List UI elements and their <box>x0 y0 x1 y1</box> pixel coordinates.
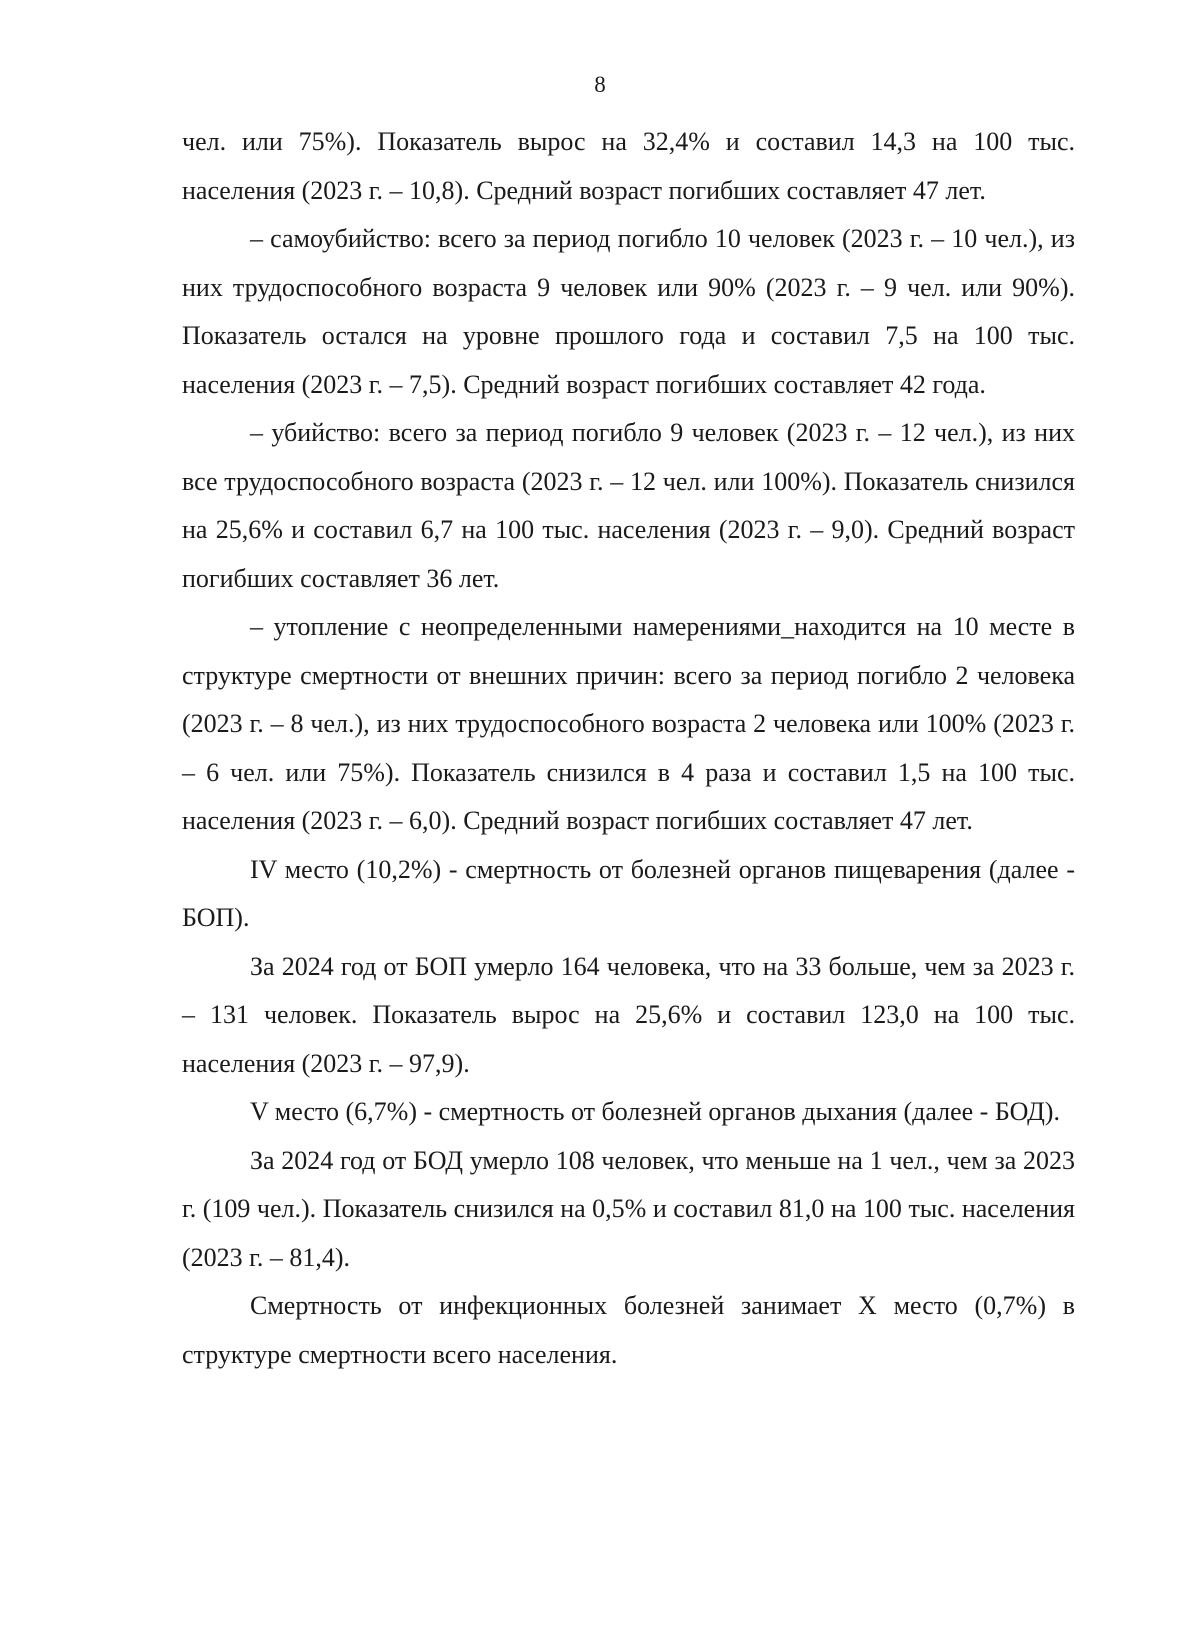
paragraph-suicide: – самоубийство: всего за период погибло 10 человек (2023 г. – 10 чел.), из них трудоспособного возраста 9 человек или 90% (2023 г. – 9 чел. или 90%). Показатель остался на уровне прошлого года и составил 7,5 на 100 тыс. населения (2023 г. – 7,5). Средний возраст погибших составляет 42 года. <box>182 224 1075 399</box>
paragraph-respiratory-stats: За 2024 год от БОД умерло 108 человек, что меньше на 1 чел., чем за 2023 г. (109 чел.). Показатель снизился на 0,5% и составил 81,0 на 100 тыс. населения (2023 г. – 81,4). <box>182 1145 1075 1272</box>
paragraph-infectious: Смертность от инфекционных болезней занимает X место (0,7%) в структуре смертности всего населения. <box>182 1291 1075 1369</box>
paragraph-mortality-continuation: чел. или 75%). Показатель вырос на 32,4% и составил 14,3 на 100 тыс. населения (2023 г. – 10,8). Средний возраст погибших составляет 47 лет. <box>182 127 1075 205</box>
paragraph-homicide: – убийство: всего за период погибло 9 человек (2023 г. – 12 чел.), из них все трудоспособного возраста (2023 г. – 12 чел. или 100%). Показатель снизился на 25,6% и составил 6,7 на 100 тыс. населения (2023 г. – 9,0). Средний возраст погибших составляет 36 лет. <box>182 418 1075 593</box>
document-body <box>182 118 1075 1379</box>
paragraph-drowning: – утопление с неопределенными намерениями_находится на 10 месте в структуре смертности от внешних причин: всего за период погибло 2 человека (2023 г. – 8 чел.), из них трудоспособного возраста 2 человека или 100% (2023 г. – 6 чел. или 75%). Показатель снизился в 4 раза и составил 1,5 на 100 тыс. населения (2023 г. – 6,0). Средний возраст погибших составляет 47 лет. <box>182 612 1075 835</box>
paragraph-digestive-rank: IV место (10,2%) - смертность от болезней органов пищеварения (далее - БОП). <box>182 854 1075 932</box>
paragraph-respiratory-rank: V место (6,7%) - смертность от болезней органов дыхания (далее - БОД). <box>250 1097 1060 1126</box>
page-number: 8 <box>594 72 606 97</box>
paragraph-digestive-stats: За 2024 год от БОП умерло 164 человека, что на 33 больше, чем за 2023 г. – 131 человек. Показатель вырос на 25,6% и составил 123,0 на 100 тыс. населения (2023 г. – 97,9). <box>182 951 1075 1078</box>
